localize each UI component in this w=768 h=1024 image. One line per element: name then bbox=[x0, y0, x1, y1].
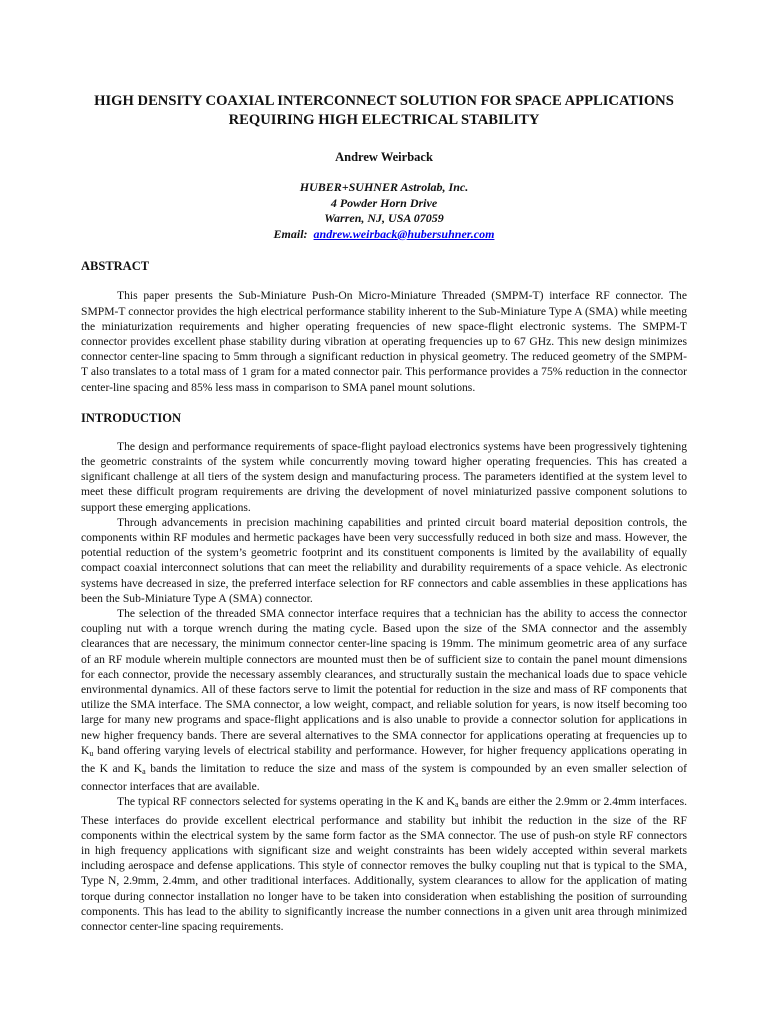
intro-paragraph-1: The design and performance requirements of space-flight payload electronics systems have been progressively tightening the geometric constraints of the system while concurrently moving toward higher operating frequencies. This has created a significant challenge at all tiers of the system design and manufacturing process. The parameters identified at the system level to meet these difficult program requirements are driving the development of novel miniaturized passive component solutions to support these emerging applications. bbox=[81, 439, 687, 514]
intro-p3-text-a: The selection of the threaded SMA connector interface requires that a technician has the ability to access the connector coupling nut with a torque wrench during the mating cycle. Based upon the size of the SMA connector and the assembly clearances that are necessary, the minimum connector center-line spacing is 19mm. The minimum geometric area of any surface of an RF module wherein multiple connectors are mounted must then be of sufficient size to contain the panel mount dimensions for each connector, provide the necessary assembly clearances, and structurally sustain the mechanical loads due to space vehicle environmental dynamics. All of these factors serve to limit the potential for reduction in the size and mass of RF components that utilize the SMA interface. The SMA connector, a low weight, compact, and reliable solution for years, is now itself becoming too large for many new programs and space-flight applications and is also unable to provide a connector solution for applications in new higher frequency bands. There are several alternatives to the SMA connector for applications operating at frequencies up to K bbox=[81, 607, 687, 757]
affiliation-email-line bbox=[81, 227, 687, 243]
intro-p4-text-b: bands are either the 2.9mm or 2.4mm interfaces. These interfaces do provide excellent electrical performance and stability but inhibit the reduction in the size of the RF components within the electrical system by the same form factor as the SMA connector. The use of push-on style RF connectors in high frequency applications with significant size and weight constraints has been widely accepted within several markets including aerospace and defense applications. This style of connector removes the bulky coupling nut that is typical to the SMA, Type N, 2.9mm, 2.4mm, and other traditional interfaces. Additionally, system clearances to allow for the application of mating torque during connector installation no longer have to be taken into consideration when establishing the position of surrounding components. This has lead to the ability to significantly increase the number connections in a given unit area through minimized connector center-line spacing requirements. bbox=[81, 795, 687, 934]
intro-p3-text-b: band offering varying levels of electrical stability and performance. However, for higher frequency applications operating in the K and K bbox=[81, 743, 687, 776]
ka-subscript: a bbox=[142, 767, 146, 777]
email-label: Email: bbox=[273, 226, 308, 241]
affiliation-company: HUBER+SUHNER Astrolab, Inc. bbox=[299, 180, 469, 194]
intro-paragraph-3 bbox=[81, 606, 687, 794]
intro-p4-text-a: The typical RF connectors selected for systems operating in the K and K bbox=[117, 795, 455, 809]
title-line-2: REQUIRING HIGH ELECTRICAL STABILITY bbox=[228, 112, 540, 128]
ku-subscript: u bbox=[89, 748, 94, 758]
intro-p3-text-c: bands the limitation to reduce the size and mass of the system is compounded by an even smaller selection of connector interfaces that are available. bbox=[81, 762, 687, 794]
title-line-1: HIGH DENSITY COAXIAL INTERCONNECT SOLUTION FOR SPACE APPLICATIONS bbox=[94, 93, 674, 109]
intro-paragraph-2: Through advancements in precision machining capabilities and printed circuit board material deposition controls, the components within RF modules and hermetic packages have been very successfully reduced in both size and mass. However, the potential reduction of the system’s geometric footprint and its constituent components is limited by the availability of equally compact coaxial interconnect solutions that can meet the reliability and durability requirements of a space vehicle. As electronic systems have decreased in size, the preferred interface selection for RF connectors and cable assemblies in these applications has been the Sub-Miniature Type A (SMA) connector. bbox=[81, 515, 687, 605]
paper-title bbox=[81, 92, 687, 130]
author-name: Andrew Weirback bbox=[335, 150, 433, 164]
affiliation-block bbox=[81, 180, 687, 242]
affiliation-street: 4 Powder Horn Drive bbox=[330, 195, 438, 210]
abstract-heading: ABSTRACT bbox=[81, 259, 150, 274]
ka-subscript-2: a bbox=[455, 800, 459, 810]
email-link[interactable]: andrew.weirback@hubersuhner.com bbox=[313, 226, 495, 241]
affiliation-city: Warren, NJ, USA 07059 bbox=[324, 211, 444, 226]
abstract-paragraph: This paper presents the Sub-Miniature Push-On Micro-Miniature Threaded (SMPM-T) interface RF connector. The SMPM-T connector provides the high electrical performance stability inherent to the Sub-Miniature Type A (SMA) while meeting the miniaturization requirements and higher operating frequencies of new space-flight electronic systems. The SMPM-T connector provides excellent phase stability during vibration at operating frequencies up to 67 GHz. This new design minimizes connector center-line spacing to 5mm through a significant reduction in physical geometry. The reduced geometry of the SMPM-T also translates to a total mass of 1 gram for a mated connector pair. This performance provides a 75% reduction in the connector center-line spacing and 85% less mass in comparison to SMA panel mount solutions. bbox=[81, 289, 687, 394]
introduction-heading: INTRODUCTION bbox=[81, 410, 182, 425]
intro-paragraph-4 bbox=[81, 794, 687, 934]
